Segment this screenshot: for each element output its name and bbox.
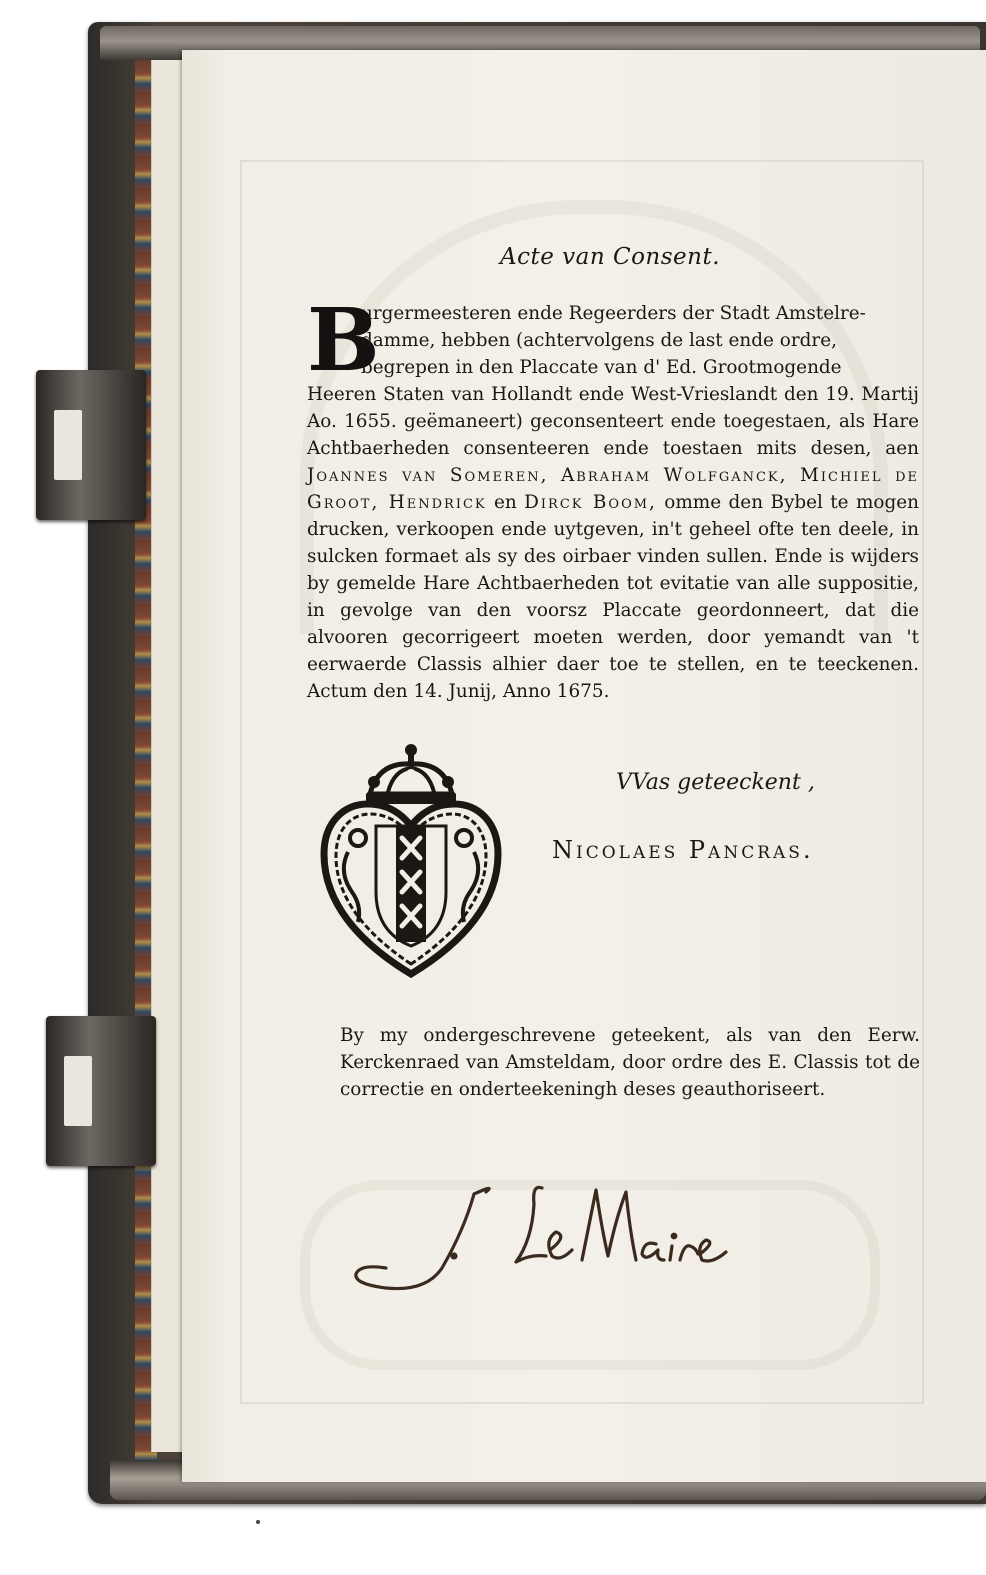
page-title: Acte van Consent. xyxy=(500,244,721,270)
paragraph-body-b: en xyxy=(486,492,525,513)
authorization-paragraph: By my ondergeschrevene geteekent, als van den Eerw. Kerckenraed van Amsteldam, door ordre des E. Classis tot de correctie en onderteekeningh deses geauthoriseert. xyxy=(340,1025,920,1100)
handwritten-signature xyxy=(346,1170,746,1300)
printer-name-boom: Dirck Boom, xyxy=(524,492,657,513)
consent-paragraph xyxy=(307,290,919,705)
amsterdam-coat-of-arms-icon xyxy=(318,742,504,978)
paragraph-body-c: omme den Bybel te mogen drucken, verkoopen ende uytgeven, in't geheel ofte ten deele, in sulcken formaet als sy des oirbaer vinden sullen. Ende is wijders by gemelde Hare Achtbaerheden tot evitatie van alle suppositie, in gevolge van den voorsz Placcate geordonneert, dat die alvooren gecorrigeert moeten werden, door yemandt van 't eerwaerde Classis alhier daer toe te stellen, en te teeckenen. Actum den 14. Junij, Anno 1675. xyxy=(307,492,919,702)
clasp-slot xyxy=(64,1056,92,1126)
printer-names: Joannes van Someren, Abraham Wolfganck, Michiel de Groot, Hendrick xyxy=(307,465,919,513)
clasp-icon[interactable] xyxy=(46,1016,156,1166)
clasp-slot xyxy=(54,410,82,480)
clasp-icon[interactable] xyxy=(36,370,146,520)
paragraph-line-2: damme, hebben (achtervolgens de last ende ordre, xyxy=(361,330,837,351)
signer-name: Nicolaes Pancras. xyxy=(552,836,814,864)
paper-speck xyxy=(256,1520,260,1524)
signed-label: VVas geteeckent , xyxy=(616,770,815,795)
drop-cap: B xyxy=(307,290,380,391)
paragraph-line-3: begrepen in den Placcate van d' Ed. Grootmogende xyxy=(361,357,842,378)
paragraph-line-1: urgermeesteren ende Regeerders der Stadt Amstelre- xyxy=(361,303,866,324)
paragraph-body-a: Heeren Staten van Hollandt ende West-Vrieslandt den 19. Martij Ao. 1655. geëmaneert) geconsenteert ende toegestaen, als Hare Achtbaerheden consenteeren ende toestaen mits desen, aen xyxy=(307,384,919,459)
